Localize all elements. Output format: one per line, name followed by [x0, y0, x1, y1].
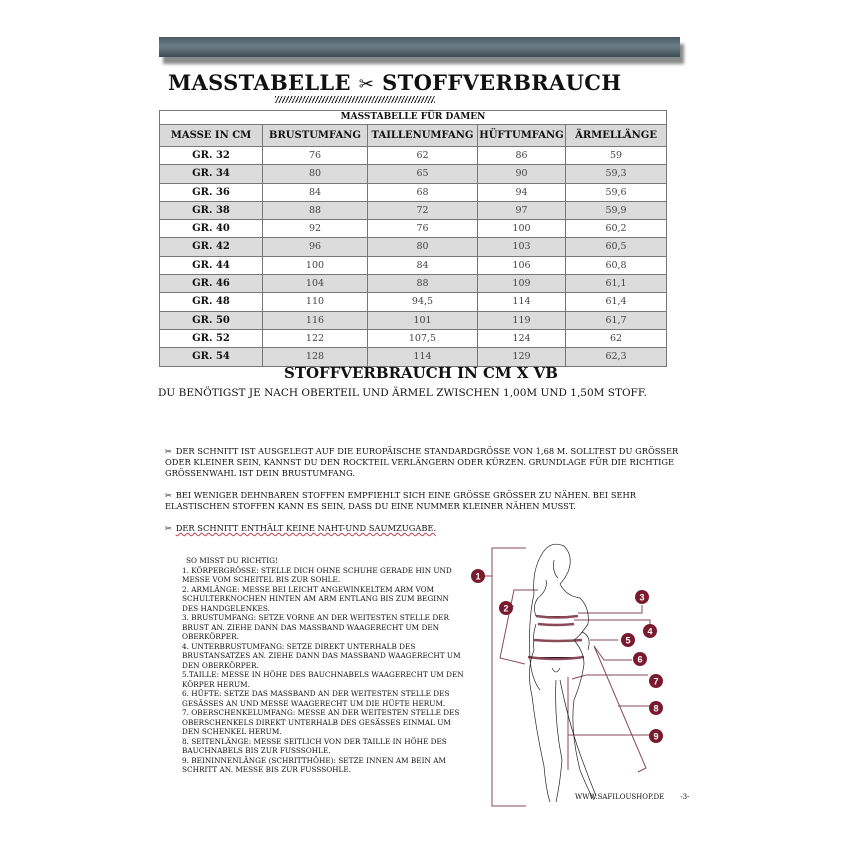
- notes: [165, 446, 685, 545]
- svg-text:9: 9: [653, 731, 659, 742]
- measure-value: 61,7: [566, 311, 667, 329]
- measure-value: 61,1: [566, 275, 667, 293]
- body-figure-diagram: [470, 540, 690, 820]
- measure-value: 116: [263, 311, 368, 329]
- measure-value: 119: [478, 311, 566, 329]
- size-table: [159, 110, 667, 367]
- measure-value: 62,3: [566, 348, 667, 366]
- table-row: [160, 201, 667, 219]
- measure-value: 76: [368, 220, 478, 238]
- measure-value: 59,3: [566, 165, 667, 183]
- measure-value: 80: [263, 165, 368, 183]
- measure-value: 109: [478, 275, 566, 293]
- size-label: GR. 34: [160, 165, 263, 183]
- measure-value: 76: [263, 147, 368, 165]
- svg-text:7: 7: [653, 676, 659, 687]
- fabric-title: STOFFVERBRAUCH IN CM X VB: [284, 364, 558, 382]
- measure-value: 61,4: [566, 293, 667, 311]
- page-title: [168, 70, 621, 95]
- note-item: ✂ DER SCHNITT IST AUSGELEGT AUF DIE EUROPÄISCHE STANDARDGRÖSSE VON 1,68 M. SOLLTEST DU GRÖSSER ODER KLEINER SEIN, KANNST DU DEN ROCKTEIL VERLÄNGERN ODER KÜRZEN. GRUNDLAGE FÜR DIE RICHTIGE GRÖSSENWAHL IST DEIN BRUSTUMFANG.: [165, 446, 679, 478]
- table-row: [160, 183, 667, 201]
- measure-value: 88: [263, 201, 368, 219]
- table-caption: MASSTABELLE FÜR DAMEN: [160, 111, 667, 125]
- title-right: STOFFVERBRAUCH: [382, 70, 622, 95]
- marker-5: [621, 633, 635, 647]
- measure-value: 110: [263, 293, 368, 311]
- svg-text:5: 5: [625, 635, 631, 646]
- table-row: [160, 329, 667, 347]
- instruction-item: 6. HÜFTE: SETZE DAS MASSBAND AN DER WEITESTEN STELLE DES GESÄSSES AN UND MESSE WAAGERECHT UM DIE HÜFTE HERUM.: [182, 689, 450, 708]
- scissors-icon: ✂: [165, 447, 172, 456]
- table-header-row: [160, 125, 667, 147]
- measure-value: 59,6: [566, 183, 667, 201]
- marker-2: [499, 601, 513, 615]
- size-label: GR. 44: [160, 256, 263, 274]
- table-row: [160, 293, 667, 311]
- note-item: ✂ DER SCHNITT ENTHÄLT KEINE NAHT-UND SAUMZUGABE.: [165, 523, 437, 533]
- measure-value: 59,9: [566, 201, 667, 219]
- website-link[interactable]: WWW.SAFILOUSHOP.DE: [575, 793, 665, 801]
- column-header: HÜFTUMFANG: [478, 125, 566, 147]
- marker-1: [471, 569, 485, 583]
- table-caption-row: [160, 111, 667, 125]
- measure-bands: [528, 616, 584, 659]
- instruction-item: 4. UNTERBRUSTUMFANG: SETZE DIREKT UNTERHALB DES BRUSTANSATZES AN. ZIEHE DANN DAS MASSBAND WAAGERECHT UM DEN OBERKÖRPER.: [182, 641, 461, 670]
- marker-4: [643, 624, 657, 638]
- measure-value: 72: [368, 201, 478, 219]
- measure-value: 88: [368, 275, 478, 293]
- woman-silhouette: [529, 544, 596, 802]
- size-label: GR. 50: [160, 311, 263, 329]
- measure-value: 114: [368, 348, 478, 366]
- svg-text:3: 3: [639, 592, 645, 603]
- size-label: GR. 46: [160, 275, 263, 293]
- svg-text:2: 2: [503, 603, 509, 614]
- svg-text:1: 1: [475, 571, 481, 582]
- measure-value: 100: [478, 220, 566, 238]
- measure-value: 60,2: [566, 220, 667, 238]
- svg-text:8: 8: [653, 703, 659, 714]
- title-left: MASSTABELLE: [168, 70, 351, 95]
- measure-value: 106: [478, 256, 566, 274]
- scissors-icon: ✂: [165, 524, 172, 533]
- header-bar: [159, 37, 680, 57]
- marker-6: [633, 652, 647, 666]
- marker-8: [649, 701, 663, 715]
- measure-value: 84: [368, 256, 478, 274]
- instruction-item: 8. SEITENLÄNGE: MESSE SEITLICH VON DER TAILLE IN HÖHE DES BAUCHNABELS BIS ZUR FUSSSOHLE.: [182, 736, 447, 755]
- measure-value: 80: [368, 238, 478, 256]
- instruction-item: 5.TAILLE: MESSE IN HÖHE DES BAUCHNABELS WAAGERECHT UM DEN KÖRPER HERUM.: [182, 670, 464, 689]
- page-number: -3-: [680, 793, 690, 801]
- column-header: MASSE IN CM: [160, 125, 263, 147]
- size-label: GR. 52: [160, 329, 263, 347]
- measure-value: 60,5: [566, 238, 667, 256]
- scissors-icon: ✂: [358, 74, 375, 95]
- size-label: GR. 40: [160, 220, 263, 238]
- marker-3: [635, 590, 649, 604]
- size-label: GR. 48: [160, 293, 263, 311]
- instruction-item: 9. BEININNENLÄNGE (SCHRITTHÖHE): SETZE INNEN AM BEIN AM SCHRITT AN. MESSE BIS ZUR FUSSSOHLE.: [182, 755, 446, 774]
- size-label: GR. 32: [160, 147, 263, 165]
- svg-text:6: 6: [637, 654, 643, 665]
- table-row: [160, 220, 667, 238]
- note-item: ✂ BEI WENIGER DEHNBAREN STOFFEN EMPFIEHLT SICH EINE GRÖSSE GRÖSSER ZU NÄHEN. BEI SEHR ELASTISCHEN STOFFEN KANN ES SEIN, DASS DU EINE NUMMER KLEINER NÄHEN MUSST.: [165, 490, 637, 511]
- measure-value: 128: [263, 348, 368, 366]
- measure-value: 129: [478, 348, 566, 366]
- measure-value: 107,5: [368, 329, 478, 347]
- measure-value: 122: [263, 329, 368, 347]
- measure-value: 92: [263, 220, 368, 238]
- measure-value: 90: [478, 165, 566, 183]
- table-row: [160, 165, 667, 183]
- column-header: ÄRMELLÄNGE: [566, 125, 667, 147]
- table-row: [160, 256, 667, 274]
- scissors-icon: ✂: [165, 491, 172, 500]
- column-header: BRUSTUMFANG: [263, 125, 368, 147]
- column-header: TAILLENUMFANG: [368, 125, 478, 147]
- measure-value: 101: [368, 311, 478, 329]
- measure-value: 100: [263, 256, 368, 274]
- measure-value: 84: [263, 183, 368, 201]
- measure-value: 65: [368, 165, 478, 183]
- measure-value: 114: [478, 293, 566, 311]
- table-row: [160, 238, 667, 256]
- table-row: [160, 147, 667, 165]
- measure-value: 104: [263, 275, 368, 293]
- measure-value: 59: [566, 147, 667, 165]
- instruction-item: 2. ARMLÄNGE: MESSE BEI LEICHT ANGEWINKELTEM ARM VOM SCHULTERKNOCHEN HINTEN AM ARM ENTLANG BIS ZUM BEGINN DES HANDGELENKES.: [182, 584, 449, 613]
- fabric-subtitle: DU BENÖTIGST JE NACH OBERTEIL UND ÄRMEL ZWISCHEN 1,00M UND 1,50M STOFF.: [158, 387, 647, 399]
- instruction-item: 7. OBERSCHENKELUMFANG: MESSE AN DER WEITESTEN STELLE DES OBERSCHENKELS DIREKT UNTERHALB DES GESÄSSES EINMAL UM DEN SCHENKEL HERUM.: [182, 708, 460, 736]
- measure-value: 103: [478, 238, 566, 256]
- svg-text:4: 4: [647, 626, 653, 637]
- size-label: GR. 42: [160, 238, 263, 256]
- measure-value: 68: [368, 183, 478, 201]
- measure-value: 60,8: [566, 256, 667, 274]
- marker-7: [649, 674, 663, 688]
- instruction-item: 1. KÖRPERGRÖSSE: STELLE DICH OHNE SCHUHE GERADE HIN UND MESSE VOM SCHEITEL BIS ZUR SOHLE.: [182, 565, 452, 584]
- instruction-item: 3. BRUSTUMFANG: SETZE VORNE AN DER WEITESTEN STELLE DER BRUST AN. ZIEHE DANN DAS MASSBAND WAAGERECHT UM DEN OBERKÖRPER.: [182, 613, 449, 641]
- measure-value: 97: [478, 201, 566, 219]
- measure-value: 62: [368, 147, 478, 165]
- instructions-heading: SO MISST DU RICHTIG!: [186, 556, 278, 565]
- table-row: [160, 311, 667, 329]
- measure-value: 94: [478, 183, 566, 201]
- measure-value: 94,5: [368, 293, 478, 311]
- size-label: GR. 36: [160, 183, 263, 201]
- page-footer: [575, 793, 689, 801]
- measure-lines: [480, 548, 653, 806]
- measure-value: 96: [263, 238, 368, 256]
- size-label: GR. 38: [160, 201, 263, 219]
- measure-value: 62: [566, 329, 667, 347]
- table-row: [160, 275, 667, 293]
- hatched-divider: [275, 96, 435, 103]
- marker-9: [649, 729, 663, 743]
- measure-value: 86: [478, 147, 566, 165]
- size-label: GR. 54: [160, 348, 263, 366]
- measure-instructions: [182, 556, 464, 775]
- measure-value: 124: [478, 329, 566, 347]
